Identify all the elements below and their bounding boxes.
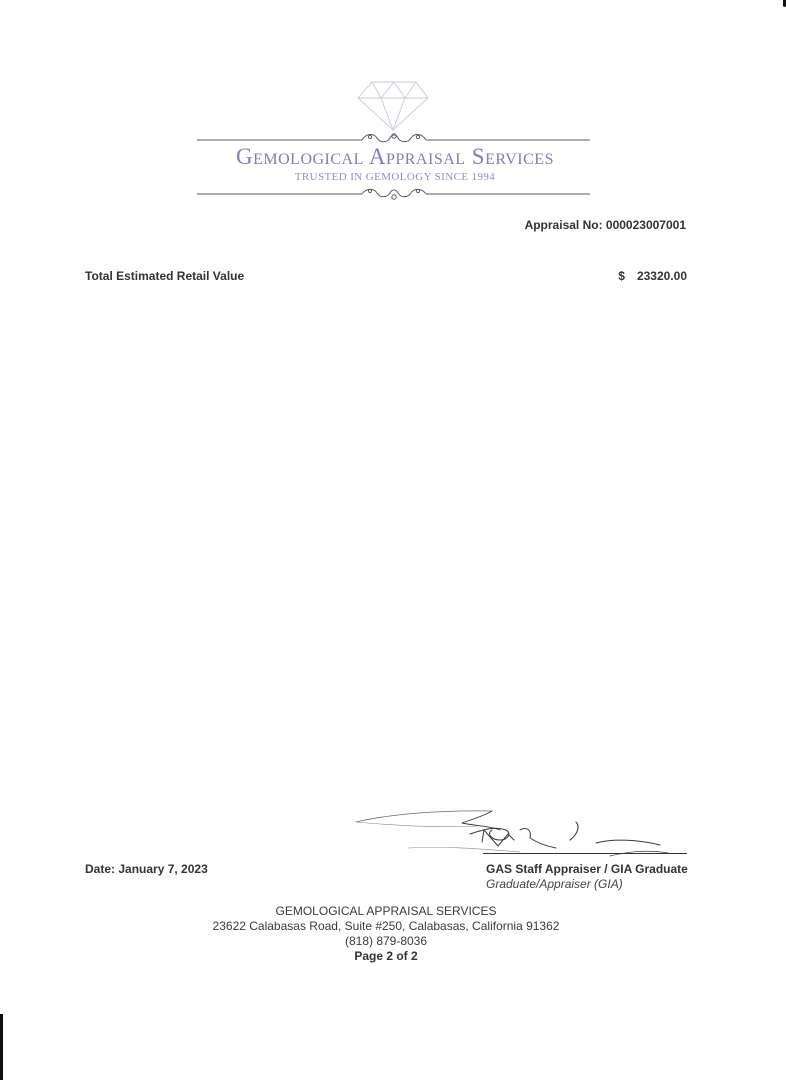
currency-symbol: $ xyxy=(618,269,625,283)
scan-edge-mark xyxy=(0,1014,3,1080)
signer-title: GAS Staff Appraiser / GIA Graduate xyxy=(486,862,688,876)
total-value-label: Total Estimated Retail Value xyxy=(85,269,245,283)
signature-line xyxy=(483,853,687,854)
page-number: Page 2 of 2 xyxy=(354,949,418,963)
amount-value: 23320.00 xyxy=(636,269,687,283)
appraisal-number: Appraisal No: 000023007001 xyxy=(524,218,686,232)
company-tagline: TRUSTED IN GEMOLOGY SINCE 1994 xyxy=(294,171,496,183)
appraisal-date: Date: January 7, 2023 xyxy=(85,862,208,876)
signer-credentials: Graduate/Appraiser (GIA) xyxy=(486,877,623,891)
footer-phone: (818) 879-8036 xyxy=(344,934,428,948)
company-name: Gemological Appraisal Services xyxy=(236,144,554,169)
page-footer xyxy=(0,904,772,964)
footer-company: GEMOLOGICAL APPRAISAL SERVICES xyxy=(275,904,497,918)
footer-address: 23622 Calabasas Road, Suite #250, Calabasas, California 91362 xyxy=(212,919,560,933)
